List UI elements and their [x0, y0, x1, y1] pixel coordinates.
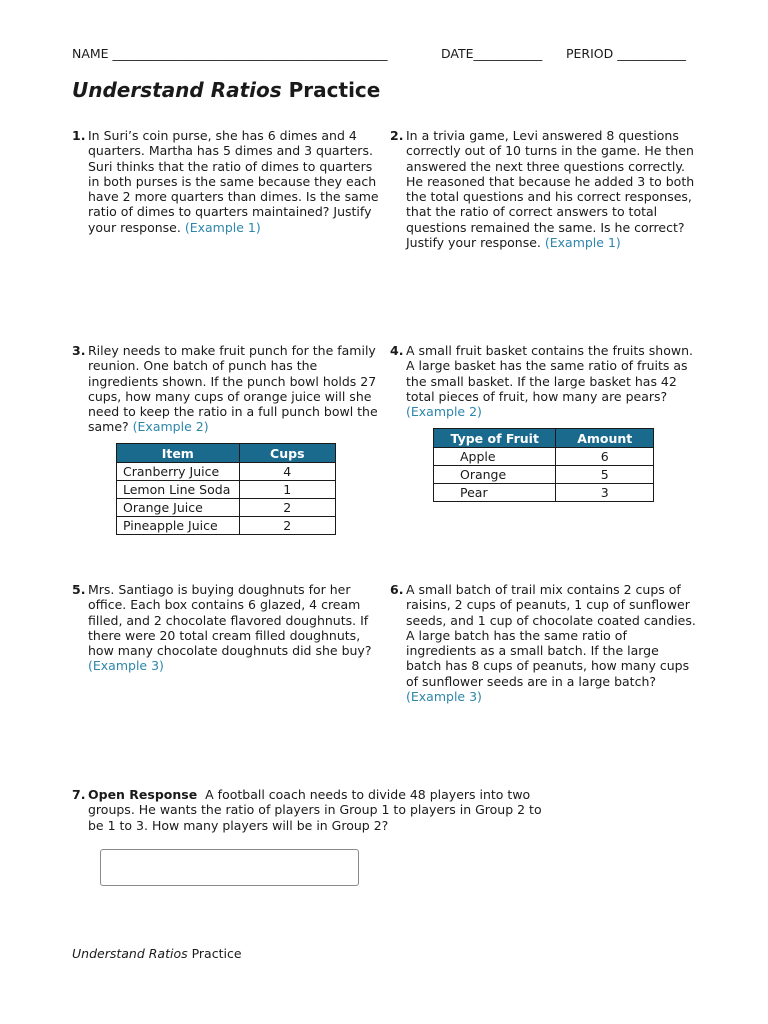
problem-number: 1.: [72, 128, 86, 143]
problem-4: [390, 343, 700, 419]
page-title-plain: Practice: [281, 78, 381, 102]
table-cell: Orange: [434, 466, 556, 484]
answer-input-box[interactable]: [100, 849, 359, 886]
problem-number: 3.: [72, 343, 86, 358]
problem-text: A small batch of trail mix contains 2 cups of raisins, 2 cups of peanuts, 1 cup of sunflower seeds, and 1 cup of chocolate coated candies. A large batch has the same ratio of ingredients as a small batch. If the large batch has 8 cups of peanuts, how many cups of sunflower seeds are in a large batch?: [406, 582, 696, 689]
date-field-label[interactable]: DATE___________: [441, 46, 543, 61]
name-field-label[interactable]: NAME ____________________________________________: [72, 46, 388, 61]
table-row: [117, 481, 336, 499]
table-cell: 3: [556, 484, 654, 502]
problem-7: [72, 787, 547, 833]
table-cell: Orange Juice: [117, 499, 240, 517]
table-cell: 2: [239, 499, 335, 517]
table-cell: Pear: [434, 484, 556, 502]
table-cell: 4: [239, 463, 335, 481]
problem-3: [72, 343, 382, 435]
open-response-label: Open Response: [88, 787, 198, 802]
table-cell: Cranberry Juice: [117, 463, 240, 481]
problem-1: [72, 128, 380, 235]
table-cell: 5: [556, 466, 654, 484]
problem-2: [390, 128, 698, 250]
problem-number: 7.: [72, 787, 86, 802]
table-row: [434, 448, 654, 466]
page-footer: [72, 946, 242, 961]
column-header: Amount: [556, 429, 654, 448]
column-header: Cups: [239, 444, 335, 463]
table-row: [117, 517, 336, 535]
table-cell: 1: [239, 481, 335, 499]
footer-italic: Understand Ratios: [72, 946, 188, 961]
table-cell: Apple: [434, 448, 556, 466]
table-row: [117, 499, 336, 517]
page-title-italic: Understand Ratios: [72, 78, 282, 102]
table-row: [434, 466, 654, 484]
example-link[interactable]: (Example 1): [544, 235, 621, 251]
example-link[interactable]: (Example 3): [88, 658, 164, 674]
table-cell: Lemon Line Soda: [117, 481, 240, 499]
column-header: Item: [117, 444, 240, 463]
punch-ingredients-table: [116, 443, 336, 535]
table-row: [434, 484, 654, 502]
problem-number: 5.: [72, 582, 86, 597]
problem-text: Riley needs to make fruit punch for the family reunion. One batch of punch has the ingredients shown. If the punch bowl holds 27 cups, how many cups of orange juice will she need to keep the ratio in a full punch bowl the same?: [88, 343, 378, 435]
column-header: Type of Fruit: [434, 429, 556, 448]
problem-6: [390, 582, 698, 704]
problem-text: In a trivia game, Levi answered 8 questions correctly out of 10 turns in the game. He then answered the next three questions correctly. He reasoned that because he added 3 to both the total questions and his correct responses, that the ratio of correct answers to total questions remained the same. Is he correct? Justify your response.: [406, 128, 695, 251]
table-header-row: [117, 444, 336, 463]
problem-5: [72, 582, 380, 674]
page-title: [72, 78, 380, 102]
example-link[interactable]: (Example 1): [184, 219, 261, 235]
table-cell: 2: [239, 517, 335, 535]
problem-text: A small fruit basket contains the fruits shown. A large basket has the same ratio of fruits as the small basket. If the large basket has 42 total pieces of fruit, how many are pears?: [406, 343, 693, 404]
problem-text: Mrs. Santiago is buying doughnuts for her office. Each box contains 6 glazed, 4 cream filled, and 2 chocolate flavored doughnuts. If there were 20 total cream filled doughnuts, how many chocolate doughnuts did she buy?: [88, 582, 372, 659]
table-row: [117, 463, 336, 481]
problem-number: 4.: [390, 343, 404, 358]
problem-number: 6.: [390, 582, 404, 597]
table-cell: 6: [556, 448, 654, 466]
example-link[interactable]: (Example 2): [406, 404, 482, 420]
problem-text: In Suri’s coin purse, she has 6 dimes and 4 quarters. Martha has 5 dimes and 3 quarters. Suri thinks that the ratio of dimes to quarters in both purses is the same because they each have 2 more quarters than dimes. Is the same ratio of dimes to quarters maintained? Justify your response.: [88, 128, 379, 235]
problem-number: 2.: [390, 128, 404, 143]
table-cell: Pineapple Juice: [117, 517, 240, 535]
problem-text: A football coach needs to divide 48 players into two groups. He wants the ratio of players in Group 1 to players in Group 2 to be 1 to 3. How many players will be in Group 2?: [88, 787, 546, 833]
fruit-basket-table: [433, 428, 654, 502]
example-link[interactable]: (Example 2): [132, 419, 209, 435]
table-header-row: [434, 429, 654, 448]
period-field-label[interactable]: PERIOD ___________: [566, 46, 686, 61]
example-link[interactable]: (Example 3): [406, 689, 482, 705]
footer-plain: Practice: [187, 946, 242, 961]
